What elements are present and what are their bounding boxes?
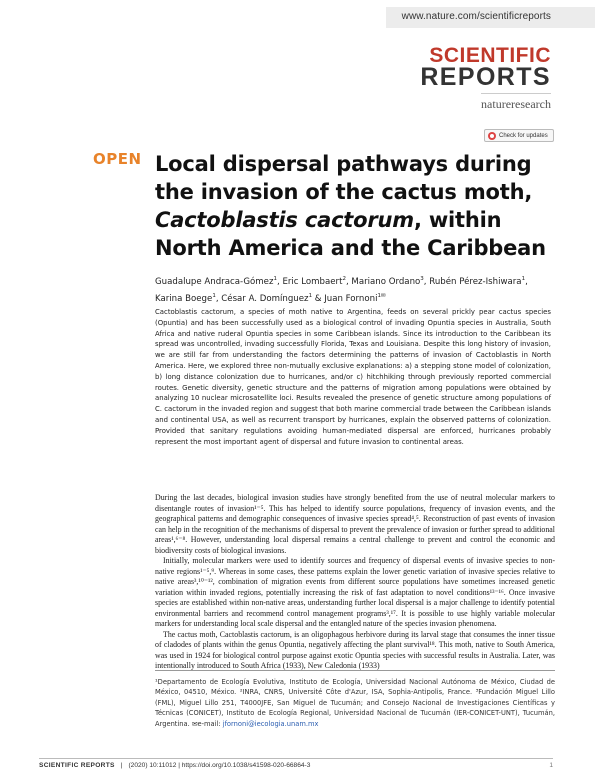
logo-natureresearch: natureresearch: [481, 93, 551, 111]
author-name: César A. Domínguez: [221, 294, 309, 304]
footer-separator: |: [120, 762, 123, 769]
check-for-updates-button[interactable]: [484, 129, 554, 142]
author-name: Guadalupe Andraca-Gómez: [155, 277, 274, 287]
footer-citation[interactable]: (2020) 10:11012 | https://doi.org/10.1038/s41598-020-66864-3: [128, 762, 311, 769]
body-paragraph-1: During the last decades, biological invasion studies have strongly benefited from the use of neutral molecular markers to disentangle routes of invasion¹⁻⁵. This has helped to identify source populations, frequency of invasion events, and the geographical patterns and demographic consequences of invasive species spread⁴,⁵. Reconstruction of past events of invasion can help in the recognition of the mechanisms of dispersal to prevent the prevalence of invasion or further spread to additional areas¹,⁶⁻⁸. However, understanding local dispersal remains a central challenge to prevent and control the economic and biodiversity costs of biological invasions.: [155, 493, 555, 555]
page-footer: [39, 758, 553, 769]
author-affiliation-mark: 1: [308, 293, 313, 299]
author-affiliation-mark: 1✉: [377, 293, 386, 299]
footer-journal: SCIENTIFIC REPORTS: [39, 762, 115, 769]
author-affiliation-mark: 2: [342, 276, 346, 282]
affiliations-text: ¹Departamento de Ecología Evolutiva, Instituto de Ecología, Universidad Nacional Autónoma de México, Ciudad de México, 04510, México. ²INRA, CNRS, Université Côte d'Azur, ISA, Sophia-Antipolis, France. ³Fundación Miguel Lillo (FML), Miguel Lillo 251, T4000JFE, San Miguel de Tucumán; and Consejo Nacional de Investigaciones Científicas y Técnicas (CONICET), Instituto de Ecología Regional, Universidad Nacional de Tucumán (IER-CONICET-UNT), Tucumán, Argentina. ✉e-mail:: [155, 678, 555, 728]
logo-reports: REPORTS: [420, 63, 551, 91]
body-text: [155, 493, 555, 672]
body-paragraph-2: Initially, molecular markers were used to identify sources and frequency of dispersal events of invasive species to non-native regions¹⁻⁵,⁹. Whereas in some cases, these patterns explain the lower genetic variation of invasive species relative to native areas³,¹⁰⁻¹², combination of migration events from different source populations have sometimes increased genetic variation within invaded regions, potentially increasing the risk of fast adaptation to novel conditions¹³⁻¹⁶. Once invasive species are established within non-native areas, understanding further local dispersal is a major challenge to identify potential environmental barriers and recommend control management programs³,¹⁷. It is possible to use highly variable molecular markers for understanding local scale dispersal and the entangled nature of the species invasion phenomena.: [155, 556, 555, 628]
open-access-label: OPEN: [93, 150, 142, 168]
author-name: Juan Fornoni: [324, 294, 378, 304]
author-affiliation-mark: 1: [273, 276, 277, 282]
article-title: [155, 150, 555, 262]
author-affiliation-mark: 1: [521, 276, 526, 282]
check-for-updates-label: Check for updates: [499, 132, 548, 139]
author-affiliation-mark: 1: [212, 293, 216, 299]
author-name: Eric Lombaert: [282, 277, 343, 287]
title-part-1: Local dispersal pathways during the invasion of the cactus moth,: [155, 152, 533, 204]
journal-url[interactable]: www.nature.com/scientificreports: [401, 11, 551, 22]
affiliations: [155, 670, 555, 729]
logo-scientific: SCIENTIFIC: [429, 44, 551, 67]
corresponding-email[interactable]: jfornoni@iecologia.unam.mx: [222, 719, 319, 728]
author-list: Guadalupe Andraca-Gómez$^1$, Eric Lombaert$^2$, Mariano Ordano$^3$, Rubén Pérez-Ishiwara$^1$, Karina Boege$^1$, César A. Domínguez$^1$ & Juan Fornoni$^{1✉}$: [155, 276, 528, 304]
journal-logo: [420, 45, 551, 113]
crossmark-icon: [488, 132, 496, 140]
title-species: Cactoblastis cactorum: [155, 208, 414, 232]
abstract: Cactoblastis cactorum, a species of moth native to Argentina, feeds on several prickly pear cactus species (Opuntia) and has been successfully used as a biological control of invading Opuntia species in Australia, South Africa and native ruderal Opuntia species in some Caribbean islands. Since its introduction to the Caribbean its spread was uncontrolled, invading successfully Florida, Texas and Louisiana. Despite this long history of invasion, we are still far from understanding the factors determining the patterns of invasion of Cactoblastis in North America. Here, we explored three non-mutually exclusive explanations: a) a stepping stone model of colonization, b) long distance colonization due to hurricanes, and/or c) hitchhiking through previously reported commercial routes. Genetic diversity, genetic structure and the patterns of migration among populations were obtained by analyzing 10 nuclear microsatellite loci. Results revealed the presence of genetic structure among populations of C. cactorum in the invaded region and suggest that both marine commercial trade between the Caribbean islands and continental USA, as well as recurrent transport by hurricanes, explain the observed patterns of colonization. Provided that sanitary regulations avoiding human-mediated dispersal are enforced, hurricanes probably represent the most important agent of dispersal and future invasion to continental areas.: [155, 308, 551, 446]
author-name: Karina Boege: [155, 294, 213, 304]
url-bar: [386, 7, 595, 28]
author-name: Mariano Ordano: [351, 277, 421, 287]
body-paragraph-3: The cactus moth, Cactoblastis cactorum, is an oligophagous herbivore during its larval stage that consumes the inner tissue of cladodes of plants within the genus Opuntia, negatively affecting the plant survival¹⁸. This moth, native to South America, was used in 1924 for biological control purpose against exotic Opuntia species with successful results in Australia. Later, was intentionally introduced to South Africa (1933), New Caledonia (1933): [155, 629, 555, 670]
author-affiliation-mark: 3: [420, 276, 424, 282]
author-name: Rubén Pérez-Ishiwara: [429, 277, 522, 287]
title-part-2: , within North America and the Caribbean: [155, 208, 546, 260]
page-number: 1: [549, 762, 553, 769]
